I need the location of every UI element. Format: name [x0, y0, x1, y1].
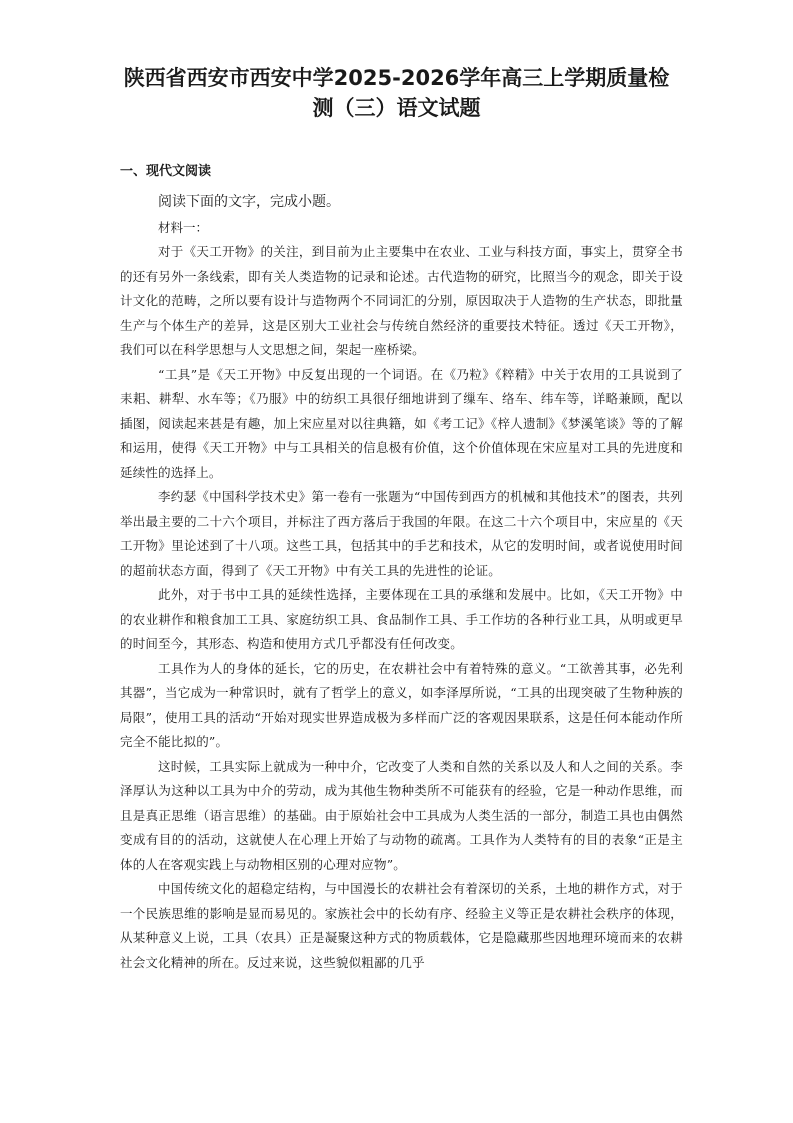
material-label: 材料一： — [158, 220, 209, 235]
paragraph: 这时候，工具实际上就成为一种中介，它改变了人类和自然的关系以及人和人之间的关系。李泽厚认为这种以工具为中介的劳动，成为其他生物种类所不可能获有的经验，它是一种动作思维，而且是真正思维（语言思维）的基础。由于原始社会中工具成为人类生活的一部分，制造工具也由偶然变成有目的的活动，这就使人在心理上开始了与动物的疏离。工具作为人类特有的目的表象“正是主体的人在客观实践上与动物相区别的心理对应物”。 — [120, 758, 683, 872]
title-line-2: 测（三）语文试题 — [312, 96, 481, 120]
document-title — [100, 63, 693, 123]
paragraph: 对于《天工开物》的关注，到目前为止主要集中在农业、工业与科技方面，事实上，贯穿全书的还有另外一条线索，即有关人类造物的记录和论述。古代造物的研究，比照当今的观念，即关于设计文化的范畴，之所以要有设计与造物两个不同词汇的分别，原因取决于人造物的生产状态，即批量生产与个体生产的差异，这是区别大工业社会与传统自然经济的重要技术特征。透过《天工开物》，我们可以在科学思想与人文思想之间，架起一座桥梁。 — [120, 244, 683, 357]
paragraph: 此外，对于书中工具的延续性选择，主要体现在工具的承继和发展中。比如，《天工开物》中的农业耕作和粮食加工工具、家庭纺织工具、食品制作工具、手工作坊的各种行业工具，从明或更早的时间至今，其形态、构造和使用方式几乎都没有任何改变。 — [120, 587, 683, 651]
section-heading: 一、现代文阅读 — [120, 164, 212, 179]
paragraph: 李约瑟《中国科学技术史》第一卷有一张题为“中国传到西方的机械和其他技术”的图表，共列举出最主要的二十六个项目，并标注了西方落后于我国的年限。在这二十六个项目中，宋应星的《天工开物》里论述到了十八项。这些工具，包括其中的手艺和技术，从它的发明时间，或者说使用时间的超前状态方面，得到了《天工开物》中有关工具的先进性的论证。 — [120, 489, 683, 578]
paragraph: “工具”是《天工开物》中反复出现的一个词语。在《乃粒》《粹精》中关于农用的工具说到了耒耜、耕犁、水车等；《乃服》中的纺织工具很仔细地讲到了缫车、络车、纬车等，详略兼顾，配以插图，阅读起来甚是有趣，加上宋应星对以往典籍，如《考工记》《梓人遗制》《梦溪笔谈》等的了解和运用，使得《天工开物》中与工具相关的信息极有价值，这个价值体现在宋应星对工具的先进度和延续性的选择上。 — [120, 366, 683, 480]
article-body — [120, 240, 683, 975]
title-line-1: 陕西省西安市西安中学2025-2026学年高三上学期质量检 — [123, 66, 670, 90]
reading-instruction: 阅读下面的文字，完成小题。 — [158, 194, 340, 210]
paragraph: 中国传统文化的超稳定结构，与中国漫长的农耕社会有着深切的关系，土地的耕作方式，对于一个民族思维的影响是显而易见的。家族社会中的长幼有序、经验主义等正是农耕社会秩序的体现，从某种意义上说，工具（农具）正是凝聚这种方式的物质载体，它是隐藏那些因地理环境而来的农耕社会文化精神的所在。反过来说，这些貌似粗鄙的几乎 — [120, 881, 683, 970]
paragraph: 工具作为人的身体的延长，它的历史，在农耕社会中有着特殊的意义。“工欲善其事，必先利其器”，当它成为一种常识时，就有了哲学上的意义，如李泽厚所说，“工具的出现突破了生物种族的局限”，使用工具的活动“开始对现实世界造成极为多样而广泛的客观因果联系，这是任何本能动作所完全不能比拟的”。 — [120, 660, 683, 749]
